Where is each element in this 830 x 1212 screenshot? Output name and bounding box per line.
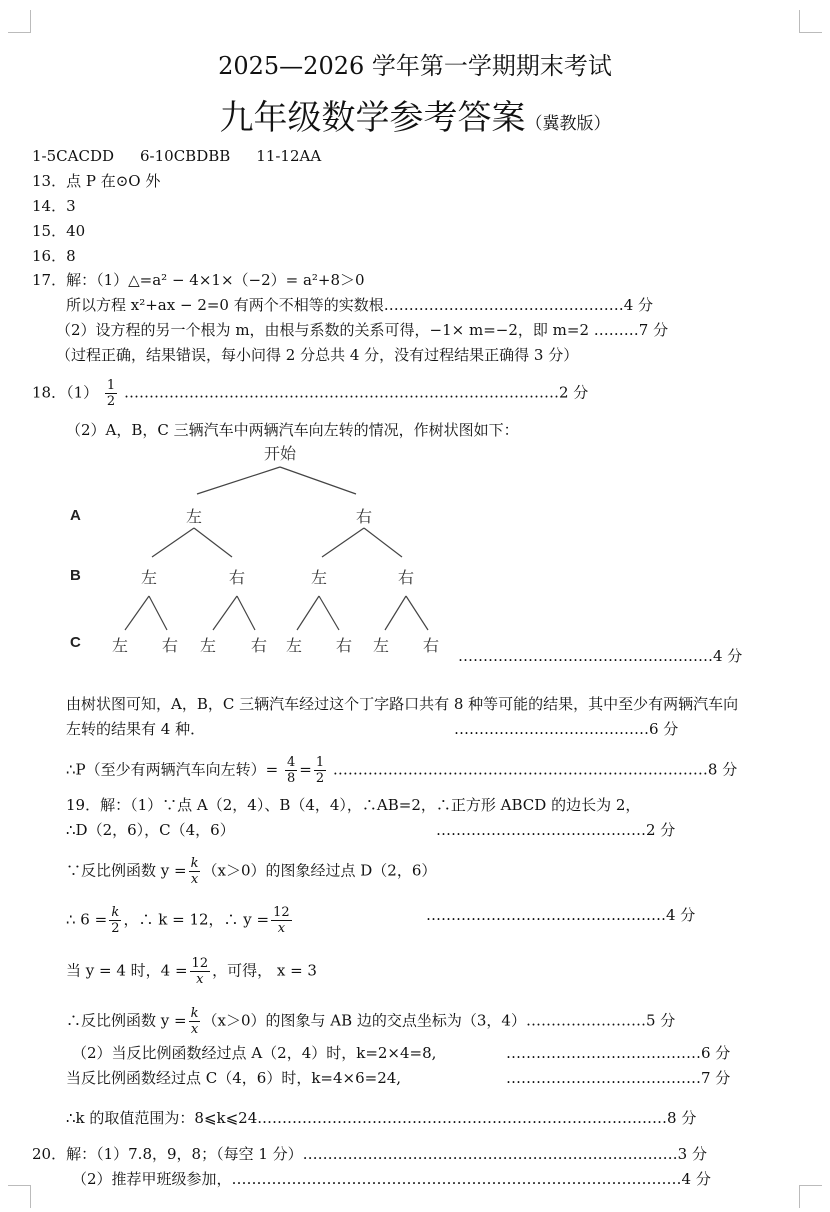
answer-17-line2: 所以方程 x²+ax − 2=0 有两个不相等的实数根…………………………………………4 分: [66, 296, 654, 314]
answer-19-line6: ∴反比例函数 y = $\frac{k}{x}$ （x＞0）的图象与 AB 边的交点坐标为（3，4）……………………5 分: [66, 1006, 676, 1037]
answer-17-line1: 17．解：（1）△=a² − 4×1×（−2）= a²+8＞0: [32, 271, 365, 289]
answer-13: 13．点 P 在⊙O 外: [32, 172, 161, 190]
answer-19-line1: 19．解：（1）∵点 A（2，4）、B（4，4），∴AB=2，∴正方形 ABCD 的边长为 2，: [66, 796, 641, 814]
answer-19-line2-score: ……………………………………2 分: [436, 821, 676, 839]
tree-c-leaf: 右: [335, 636, 353, 655]
fraction-one-half: $\frac{1}{2}$: [106, 378, 116, 409]
answer-20-line2: （2）推荐甲班级参加，………………………………………………………………………………4 分: [72, 1170, 711, 1188]
answer-20-line1: 20．解：（1）7.8，9，8；（每空 1 分）…………………………………………………………………3 分: [32, 1145, 707, 1163]
answer-19-line5: 当 y = 4 时，4 = $\frac{12}{x}$ ，可得， x = 3: [66, 956, 317, 987]
tree-b-left-1: 左: [140, 568, 158, 587]
answer-19-line3: ∵反比例函数 y = $\frac{k}{x}$ （x＞0）的图象经过点 D（2，6）: [66, 856, 437, 887]
tree-diagram: [60, 440, 530, 655]
fraction-k-over-x: $\frac{k}{x}$: [190, 1006, 199, 1037]
answer-19-line9: ∴k 的取值范围为：8⩽k⩽24.………………………………………………………………………8 分: [66, 1109, 697, 1127]
answer-19-line7-score: …………………………………6 分: [506, 1044, 731, 1062]
tree-c-leaf: 左: [285, 636, 303, 655]
answer-15: 15．40: [32, 222, 86, 240]
corner-mark-top-right: [799, 10, 822, 33]
tree-a-left: 左: [185, 507, 203, 526]
fraction-k-over-x: $\frac{k}{x}$: [190, 856, 199, 887]
answer-18-line1: 18．（1） $\frac{1}{2}$ ……………………………………………………………………………2 分: [32, 378, 589, 409]
tree-b-right-2: 右: [397, 568, 415, 587]
answer-18-line4-score: …………………………………6 分: [454, 720, 679, 738]
tree-c-leaf: 右: [422, 636, 440, 655]
mc-answers: 1-5CACDD 6-10CBDBB 11-12AA: [32, 147, 322, 165]
tree-b-left-2: 左: [310, 568, 328, 587]
corner-mark-bottom-left: [8, 1185, 31, 1208]
answer-19-line2: ∴D（2，6），C（4，6）: [66, 821, 235, 839]
answer-18-probability: ∴P（至少有两辆汽车向左转）= $\frac{4}{8}$ = $\frac{1}{2}$ …………………………………………………………………8 分: [66, 755, 738, 786]
fraction-12-over-x: $\frac{12}{x}$: [273, 905, 290, 936]
tree-level-a: A: [70, 507, 81, 524]
answer-18-line3: 由树状图可知，A，B，C 三辆汽车经过这个丁字路口共有 8 种等可能的结果，其中至少有两辆汽车向: [66, 695, 739, 713]
answer-19-line8: 当反比例函数经过点 C（4，6）时，k=4×6=24,: [66, 1069, 402, 1087]
tree-level-b: B: [70, 567, 81, 584]
edition-label: （冀教版）: [525, 114, 611, 134]
fraction-12-over-x: $\frac{12}{x}$: [191, 956, 209, 987]
tree-c-leaf: 右: [161, 636, 179, 655]
tree-c-leaf: 左: [372, 636, 390, 655]
corner-mark-top-left: [8, 10, 31, 33]
answer-14: 14．3: [32, 197, 76, 215]
answer-17-note: （过程正确，结果错误，每小问得 2 分总共 4 分，没有过程结果正确得 3 分）: [56, 346, 579, 364]
answer-18-tree-score: ……………………………………………4 分: [458, 647, 743, 665]
tree-c-leaf: 左: [111, 636, 129, 655]
answer-16: 16．8: [32, 247, 76, 265]
answer-17-line3: （2）设方程的另一个根为 m，由根与系数的关系可得，−1× m=−2，即 m=2 ………7 分: [56, 321, 669, 339]
tree-start: 开始: [263, 444, 297, 463]
exam-title: 2025—2026 学年第一学期期末考试: [218, 52, 612, 80]
tree-level-c: C: [70, 634, 81, 651]
fraction-four-eighths: $\frac{4}{8}$: [287, 755, 296, 786]
answer-key-title: 九年级数学参考答案（冀教版）: [219, 98, 611, 138]
tree-c-leaf: 右: [250, 636, 268, 655]
answer-19-line4: ∴ 6 = $\frac{k}{2}$ ，∴ k = 12，∴ y = $\frac{12}{x}$: [66, 905, 290, 936]
fraction-k-over-2: $\frac{k}{2}$: [111, 905, 120, 936]
tree-b-right-1: 右: [228, 568, 246, 587]
answer-19-line7: （2）当反比例函数经过点 A（2，4）时，k=2×4=8,: [72, 1044, 437, 1062]
fraction-one-half: $\frac{1}{2}$: [315, 755, 325, 786]
tree-a-right: 右: [355, 507, 373, 526]
answer-18-line2: （2）A，B，C 三辆汽车中两辆汽车向左转的情况，作树状图如下：: [66, 421, 519, 439]
tree-c-leaf: 左: [199, 636, 217, 655]
corner-mark-bottom-right: [799, 1185, 822, 1208]
answer-19-line4-score: …………………………………………4 分: [426, 906, 696, 924]
answer-18-line4: 左转的结果有 4 种．: [66, 720, 206, 738]
answer-19-line8-score: …………………………………7 分: [506, 1069, 731, 1087]
